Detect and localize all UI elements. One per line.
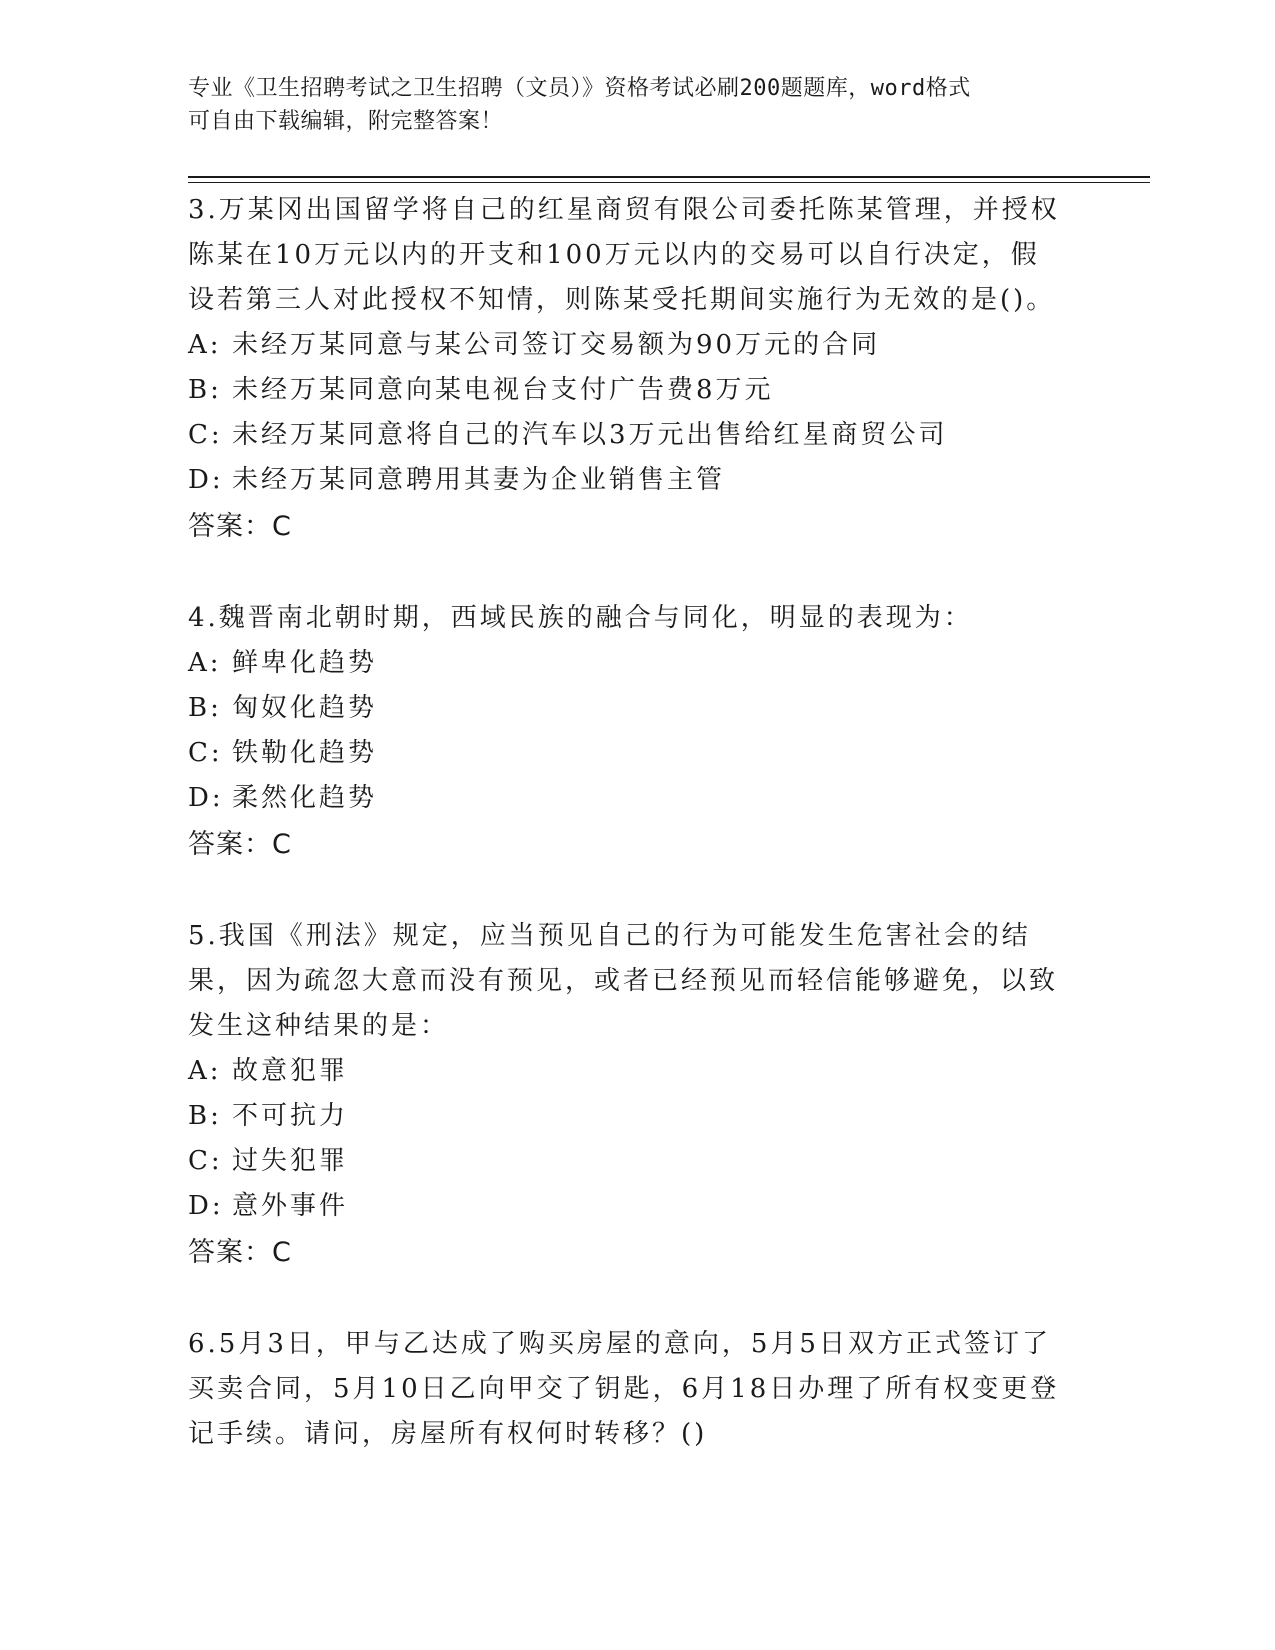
document-header [188,72,1068,138]
question-3 [188,188,1068,550]
option-text: 不可抗力 [232,1101,349,1131]
option-letter: C: [188,420,223,450]
question-3-option-c [188,413,1068,458]
option-text: 过失犯罪 [232,1146,349,1176]
option-text: 故意犯罪 [232,1056,349,1086]
question-4 [188,596,1068,868]
option-letter: D: [188,783,224,813]
option-text: 未经万某同意与某公司签订交易额为90万元的合同 [232,330,881,360]
question-4-answer: 答案：C [188,829,292,860]
question-6-text: 6.5月3日，甲与乙达成了购买房屋的意向，5月5日双方正式签订了买卖合同，5月10日乙向甲交了钥匙，6月18日办理了所有权变更登记手续。请问，房屋所有权何时转移？() [188,1329,1060,1449]
question-4-option-c [188,731,1068,776]
option-letter: A: [188,330,222,360]
question-5-option-b [188,1094,1068,1139]
question-5-option-a [188,1049,1068,1094]
option-letter: B: [188,1101,222,1131]
header-rule-thick [188,176,1150,178]
option-letter: D: [188,1191,224,1221]
option-letter: A: [188,1056,222,1086]
header-title-line-2: 可自由下载编辑，附完整答案！ [188,109,504,134]
option-letter: C: [188,1146,223,1176]
question-4-option-a [188,641,1068,686]
option-text: 未经万某同意将自己的汽车以3万元出售给红星商贸公司 [232,420,948,450]
question-4-option-d [188,776,1068,821]
question-3-answer: 答案：C [188,511,292,542]
question-4-text: 4.魏晋南北朝时期，西域民族的融合与同化，明显的表现为： [188,603,973,633]
question-3-option-a [188,323,1068,368]
option-text: 柔然化趋势 [232,783,378,813]
option-letter: D: [188,465,224,495]
option-text: 鲜卑化趋势 [232,648,378,678]
question-3-option-d [188,458,1068,503]
option-letter: B: [188,693,222,723]
question-5 [188,914,1068,1276]
question-5-answer: 答案：C [188,1237,292,1268]
question-5-option-d [188,1184,1068,1229]
option-text: 未经万某同意向某电视台支付广告费8万元 [232,375,774,405]
option-letter: B: [188,375,222,405]
option-text: 匈奴化趋势 [232,693,378,723]
question-3-text: 3.万某冈出国留学将自己的红星商贸有限公司委托陈某管理，并授权陈某在10万元以内的开支和100万元以内的交易可以自行决定，假设若第三人对此授权不知情，则陈某受托期间实施行为无效的是()。 [188,195,1060,315]
option-letter: A: [188,648,222,678]
option-text: 未经万某同意聘用其妻为企业销售主管 [232,465,726,495]
option-text: 意外事件 [232,1191,349,1221]
question-6 [188,1322,1068,1457]
option-letter: C: [188,738,223,768]
question-3-option-b [188,368,1068,413]
question-4-option-b [188,686,1068,731]
question-5-text: 5.我国《刑法》规定，应当预见自己的行为可能发生危害社会的结果，因为疏忽大意而没有预见，或者已经预见而轻信能够避免，以致发生这种结果的是： [188,921,1059,1041]
question-5-option-c [188,1139,1068,1184]
header-rule-thin [188,182,1150,183]
question-list [188,188,1068,1503]
option-text: 铁勒化趋势 [232,738,378,768]
header-title-line-1: 专业《卫生招聘考试之卫生招聘（文员）》资格考试必刷200题题库，word格式 [188,76,971,101]
